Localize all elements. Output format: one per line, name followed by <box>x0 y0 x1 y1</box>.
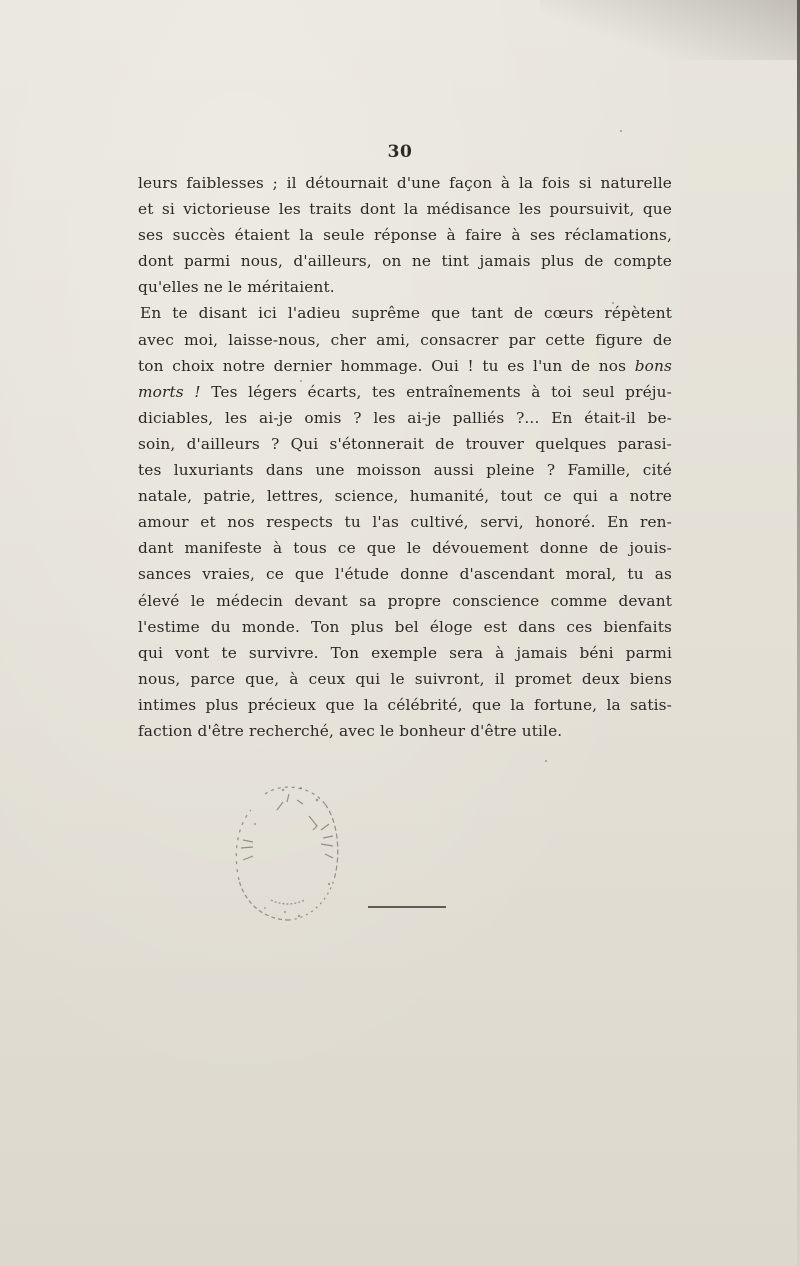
text-line: sances vraies, ce que l'étude donne d'ascendant moral, tu as <box>138 565 672 584</box>
text-line: En te disant ici l'adieu suprême que tant de cœurs répètent <box>140 304 672 323</box>
text-line: élevé le médecin devant sa propre conscience comme devant <box>138 591 672 610</box>
page-corner-shadow <box>540 0 800 60</box>
text-line: diciables, les ai-je omis ? les ai-je palliés ?... En était-il be- <box>138 408 672 427</box>
text-segment: ton choix notre dernier hommage. Oui ! tu es l'un de nos <box>138 356 635 375</box>
paper-speck <box>620 130 622 132</box>
text-line: dont parmi nous, d'ailleurs, on ne tint jamais plus de compte <box>138 252 672 271</box>
italic-text: bons <box>634 356 672 375</box>
text-line: soin, d'ailleurs ? Qui s'étonnerait de trouver quelques parasi- <box>138 434 672 453</box>
text-line: tes luxuriants dans une moisson aussi pleine ? Famille, cité <box>138 461 672 480</box>
text-line: nous, parce que, à ceux qui le suivront, il promet deux biens <box>138 669 672 688</box>
text-line: amour et nos respects tu l'as cultivé, servi, honoré. En ren- <box>138 513 672 532</box>
text-line: qu'elles ne le méritaient. <box>138 278 335 297</box>
paper-speck <box>612 302 614 304</box>
separator-rule <box>368 906 446 908</box>
text-line-with-italic <box>138 379 672 405</box>
page-number: 30 <box>387 142 413 162</box>
text-segment: Tes légers écarts, tes entraînements à toi seul préju- <box>200 382 673 401</box>
text-line: ses succès étaient la seule réponse à faire à ses réclamations, <box>138 226 672 245</box>
text-line: et si victorieuse les traits dont la médisance les poursuivit, que <box>138 200 672 219</box>
text-line: l'estime du monde. Ton plus bel éloge est dans ces bienfaits <box>138 617 672 636</box>
library-stamp-icon <box>225 780 353 930</box>
text-line: qui vont te survivre. Ton exemple sera à jamais béni parmi <box>138 643 672 662</box>
text-line: natale, patrie, lettres, science, humanité, tout ce qui a notre <box>138 487 672 506</box>
italic-text: morts ! <box>138 382 201 401</box>
text-line: faction d'être recherché, avec le bonheur d'être utile. <box>138 721 563 740</box>
paper-speck <box>300 380 302 382</box>
text-line-with-italic <box>138 353 672 379</box>
text-line: avec moi, laisse-nous, cher ami, consacrer par cette figure de <box>138 330 672 349</box>
text-line: dant manifeste à tous ce que le dévouement donne de jouis- <box>138 539 672 558</box>
text-line: intimes plus précieux que la célébrité, que la fortune, la satis- <box>138 695 672 714</box>
body-text <box>138 170 672 744</box>
text-line: leurs faiblesses ; il détournait d'une façon à la fois si naturelle <box>138 174 672 192</box>
paper-speck <box>545 760 547 762</box>
